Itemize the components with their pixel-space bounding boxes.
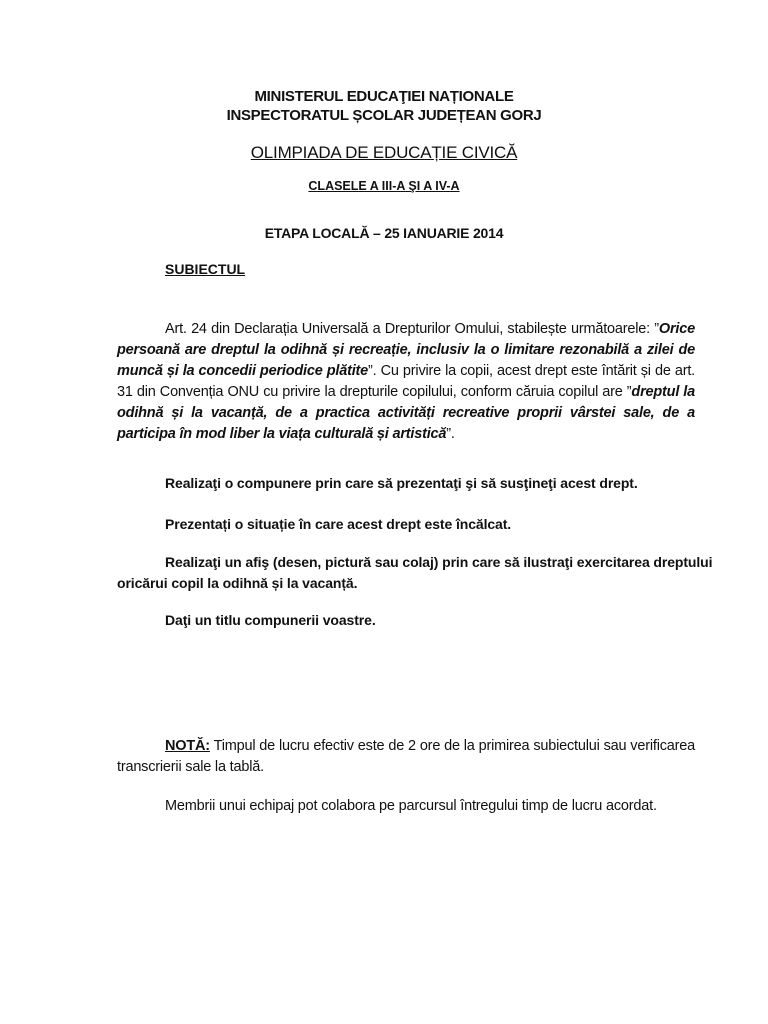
subject-heading: SUBIECTUL [165, 261, 246, 277]
note-text: Timpul de lucru efectiv este de 2 ore de la primirea subiectului sau verificarea transcrierii sale la tablă. [117, 738, 695, 775]
stage-date: ETAPA LOCALĂ – 25 IANUARIE 2014 [264, 225, 504, 241]
task-situation: Prezentați o situație în care acest drept este încălcat. [165, 516, 512, 532]
subject-intro-3: ”. [446, 426, 455, 442]
task-poster: Realizaţi un afiş (desen, pictură sau colaj) prin care să ilustraţi exercitarea dreptului oricărui copil la odihnă și la vacanță. [117, 554, 713, 591]
inspectorate-heading: INSPECTORATUL ȘCOLAR JUDEȚEAN GORJ [226, 107, 542, 124]
note-paragraph [117, 736, 695, 778]
olympiad-title: OLIMPIADA DE EDUCAȚIE CIVICĂ [250, 143, 518, 162]
ministry-heading: MINISTERUL EDUCAŢIEI NAȚIONALE [254, 88, 514, 105]
declaration-quote: Orice persoană are dreptul la odihnă și recreație, inclusiv la o limitare rezonabilă a zilei de muncă și la concedii periodice plătite [117, 321, 695, 379]
subject-paragraph [117, 319, 695, 445]
subject-intro-2: ”. Cu privire la copii, acest drept este întărit și de art. 31 din Convenția ONU cu privire la drepturile copilului, conform căruia copilul are ” [117, 363, 695, 400]
convention-quote: dreptul la odihnă și la vacanță, de a practica activități recreative proprii vârstei sale, de a participa în mod liber la viața culturală și artistică [117, 384, 695, 442]
note-label: NOTĂ: [165, 738, 210, 754]
subject-intro-1: Art. 24 din Declarația Universală a Drepturilor Omului, stabilește următoarele: ” [165, 321, 659, 337]
task-title: Daţi un titlu compunerii voastre. [165, 612, 376, 628]
task-composition: Realizaţi o compunere prin care să prezentaţi şi să susţineţi acest drept. [165, 475, 638, 491]
team-note: Membrii unui echipaj pot colabora pe parcursul întregului timp de lucru acordat. [165, 798, 657, 814]
classes-subtitle: CLASELE A III-A ŞI A IV-A [308, 179, 460, 193]
